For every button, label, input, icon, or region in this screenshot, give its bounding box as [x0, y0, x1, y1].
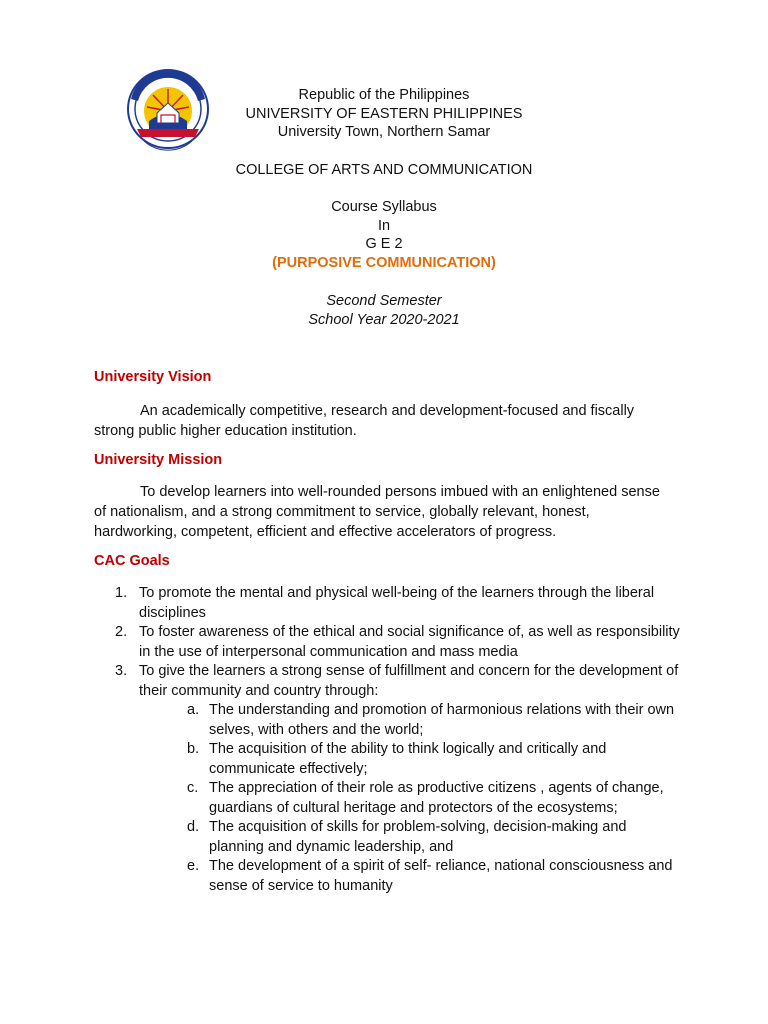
sub-list-item: [139, 779, 684, 818]
sub-item-letter: c.: [187, 780, 199, 796]
semester: Second Semester: [326, 293, 442, 309]
goals-list: [94, 584, 684, 896]
sub-item-letter: b.: [187, 741, 200, 757]
list-item: [94, 623, 684, 662]
goals-heading: CAC Goals: [94, 553, 170, 569]
sub-list-item: [139, 701, 684, 740]
college-name: COLLEGE OF ARTS AND COMMUNICATION: [235, 161, 533, 178]
item-number: 3.: [115, 663, 128, 679]
course-code: G E 2: [365, 236, 403, 252]
list-item: [94, 584, 684, 623]
mission-text: To develop learners into well-rounded persons imbued with an enlightened sense of nationalism, and a strong commitment to service, globally relevant, honest, hardworking, competent, efficient and effective accelerators of progress.: [94, 484, 660, 540]
sub-item-text: The understanding and promotion of harmonious relations with their own selves, with others and the world;: [209, 702, 675, 738]
sub-list-item: [139, 857, 684, 896]
vision-heading: University Vision: [94, 369, 212, 385]
course-title: (PURPOSIVE COMMUNICATION): [272, 254, 496, 271]
sub-item-letter: a.: [187, 702, 200, 718]
item-text: To give the learners a strong sense of fulfillment and concern for the development of their community and country through:: [139, 663, 679, 699]
university-name: UNIVERSITY OF EASTERN PHILIPPINES: [245, 105, 523, 122]
syllabus-label: Course Syllabus: [331, 199, 437, 215]
sub-list-item: [139, 740, 684, 779]
sub-item-text: The acquisition of skills for problem-solving, decision-making and planning and dynamic leadership, and: [209, 819, 627, 855]
sub-item-text: The development of a spirit of self- reliance, national consciousness and sense of service to humanity: [209, 858, 673, 894]
sub-item-letter: d.: [187, 819, 200, 835]
list-item: [94, 662, 684, 896]
sub-list-item: [139, 818, 684, 857]
item-number: 1.: [115, 585, 128, 601]
university-address: University Town, Northern Samar: [277, 124, 491, 140]
document-header: [0, 86, 768, 329]
republic-line: Republic of the Philippines: [298, 87, 470, 103]
sub-item-text: The appreciation of their role as productive citizens , agents of change, guardians of cultural heritage and protectors of the ecosystems;: [209, 780, 664, 816]
mission-paragraph: [94, 482, 674, 542]
item-number: 2.: [115, 624, 128, 640]
vision-paragraph: [94, 401, 674, 441]
vision-text: An academically competitive, research and development-focused and fiscally strong public higher education institution.: [94, 403, 635, 439]
item-text: To promote the mental and physical well-being of the learners through the liberal disciplines: [139, 585, 655, 621]
syllabus-in: In: [377, 217, 391, 234]
school-year: School Year 2020-2021: [308, 311, 460, 328]
sub-goals-list: [139, 701, 684, 896]
sub-item-letter: e.: [187, 858, 200, 874]
sub-item-text: The acquisition of the ability to think logically and critically and communicate effectively;: [209, 741, 607, 777]
mission-heading: University Mission: [94, 452, 223, 468]
item-text: To foster awareness of the ethical and social significance of, as well as responsibility in the use of interpersonal communication and mass media: [139, 624, 680, 660]
